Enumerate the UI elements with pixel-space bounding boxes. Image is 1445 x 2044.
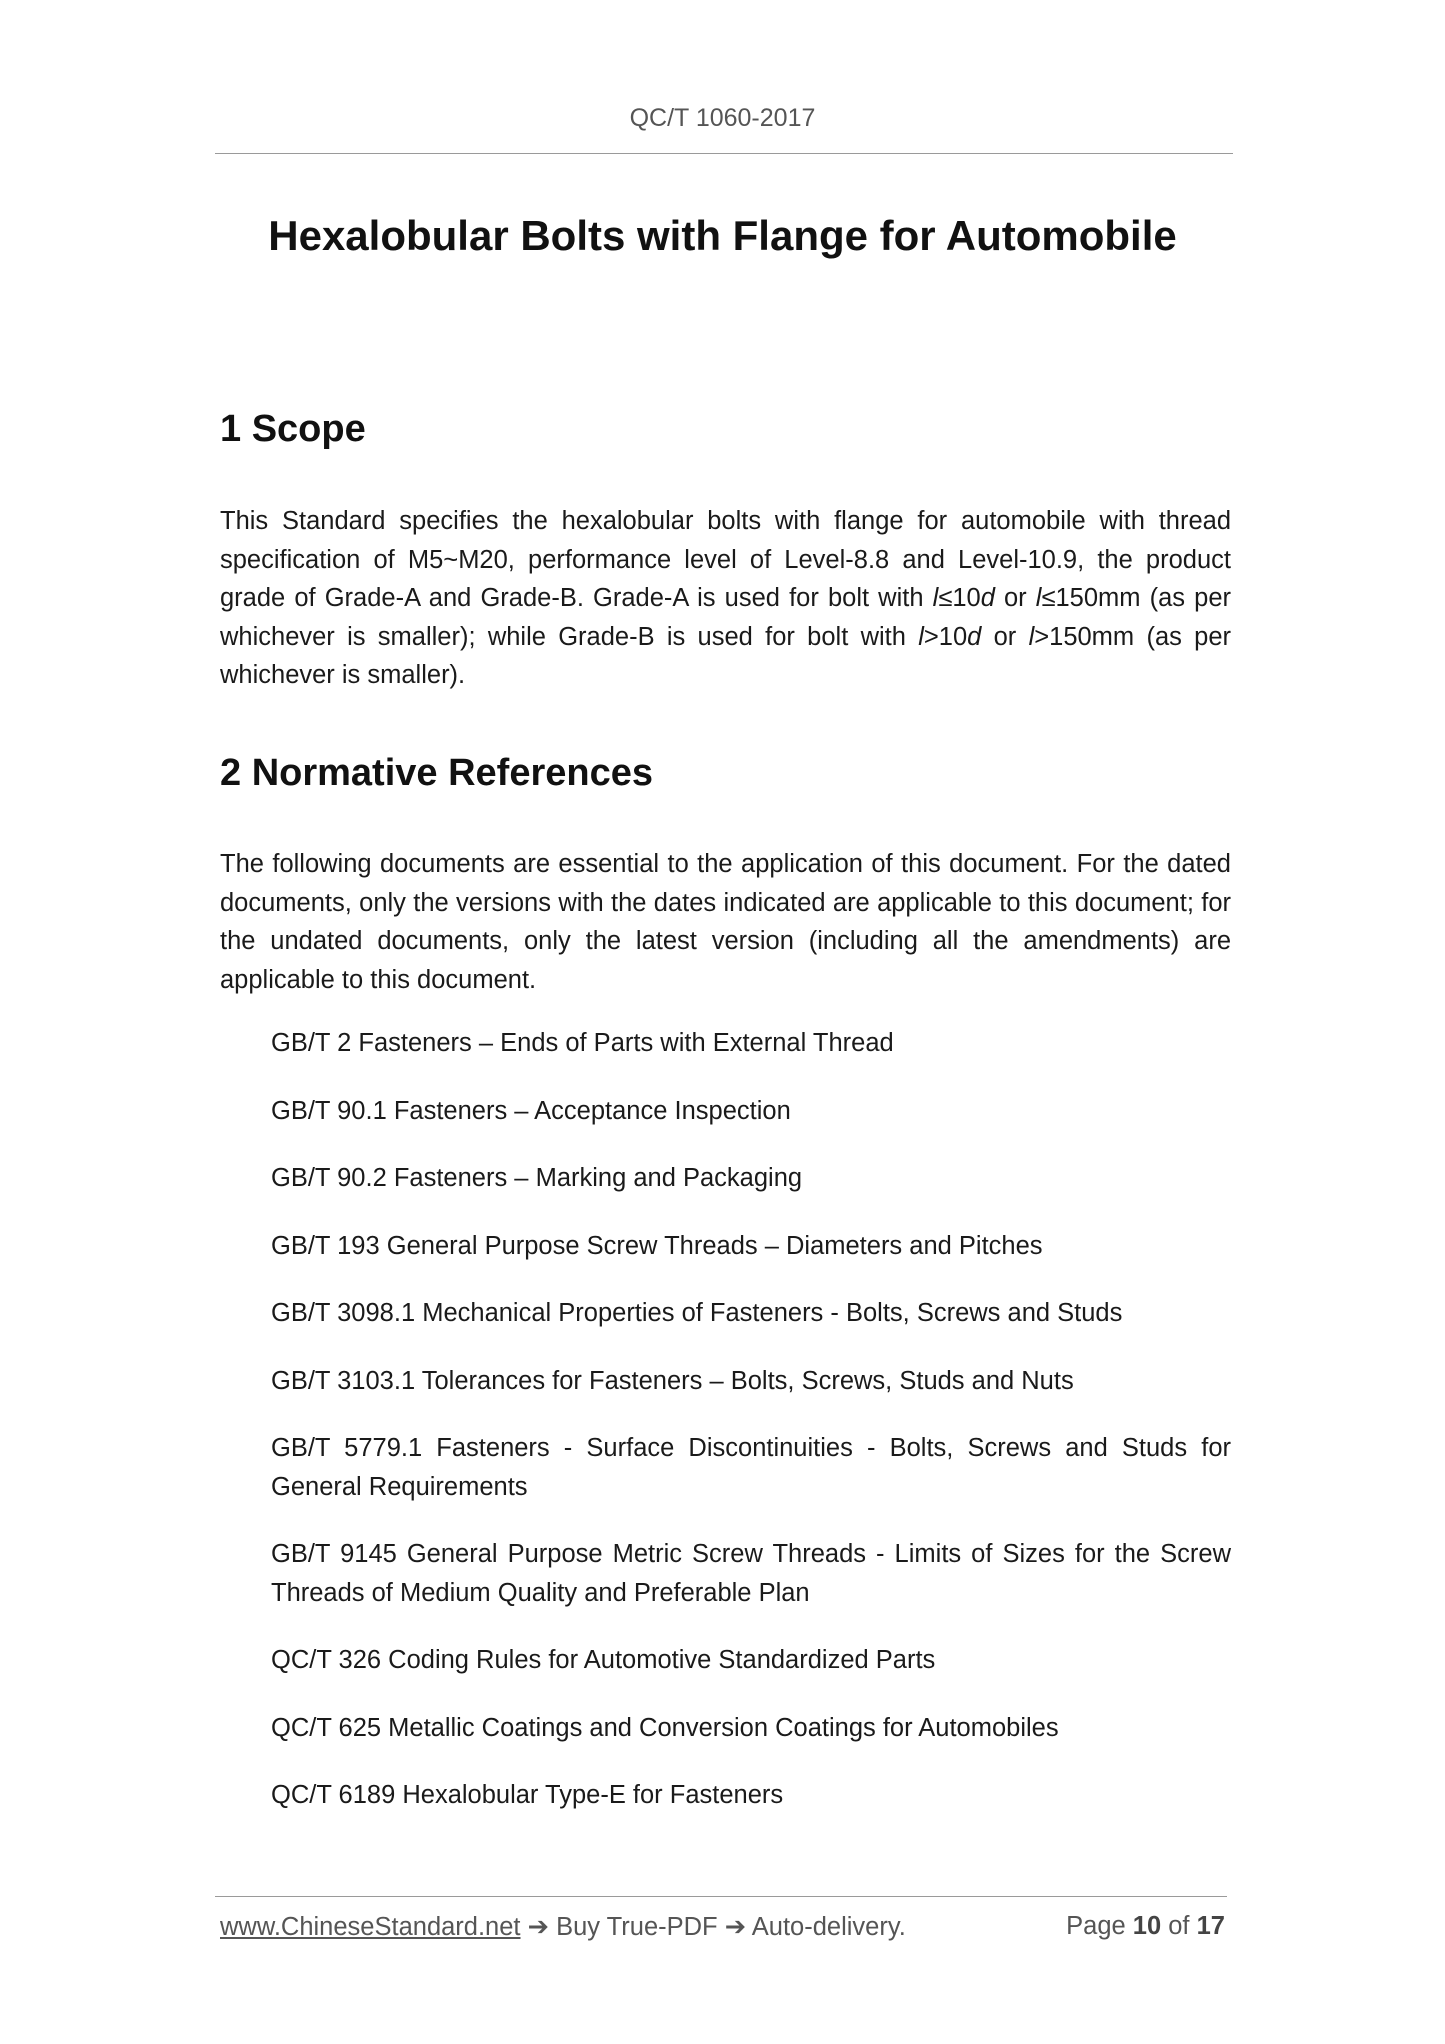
- reference-item: GB/T 90.1 Fasteners – Acceptance Inspection: [271, 1096, 791, 1125]
- page-total: 17: [1196, 1912, 1225, 1940]
- scope-text-2: ≤10: [938, 584, 981, 612]
- scope-text-1: This Standard specifies the hexalobular bolts with flange for automobile with thread specification of M5~M20, performance level of Level-8.8 and Level-10.9, the product grade of Grade-A and Grade-B. Grade-A is used for bolt with: [220, 507, 1231, 612]
- footer-promo: [220, 1912, 906, 1942]
- page-number: 10: [1132, 1912, 1162, 1940]
- arrow-right-icon: ➔: [724, 1913, 747, 1941]
- reference-item: QC/T 6189 Hexalobular Type-E for Fasteners: [271, 1781, 784, 1809]
- buy-true-pdf-text: Buy True-PDF: [556, 1913, 718, 1941]
- reference-item: GB/T 5779.1 Fasteners - Surface Discontinuities - Bolts, Screws and Studs for General Requirements: [271, 1434, 1231, 1501]
- reference-item: QC/T 625 Metallic Coatings and Conversion Coatings for Automobiles: [271, 1713, 1059, 1742]
- var-d: d: [967, 622, 982, 651]
- var-l: l: [918, 622, 924, 651]
- page-label: Page: [1066, 1912, 1126, 1940]
- header-doc-code: QC/T 1060-2017: [629, 104, 816, 132]
- reference-item: QC/T 326 Coding Rules for Automotive Standardized Parts: [271, 1646, 936, 1674]
- scope-text-4: ≤150mm (as per whichever is smaller); while Grade-B is used for bolt with: [220, 584, 1232, 651]
- footer-divider: [215, 1896, 1227, 1897]
- header-divider: [215, 153, 1233, 154]
- arrow-right-icon: ➔: [527, 1913, 549, 1941]
- reference-item: GB/T 3103.1 Tolerances for Fasteners – Bolts, Screws, Studs and Nuts: [271, 1366, 1074, 1395]
- scope-paragraph: [220, 502, 1231, 695]
- scope-text-5: >10: [923, 622, 968, 651]
- reference-item: GB/T 90.2 Fasteners – Marking and Packaging: [271, 1164, 803, 1192]
- scope-text-7: >150mm (as per whichever is smaller).: [220, 622, 1232, 689]
- footer: [220, 1912, 1225, 1942]
- var-l: l: [1028, 622, 1035, 651]
- var-d: d: [980, 584, 995, 612]
- scope-text-6: or: [981, 622, 1029, 651]
- site-link[interactable]: www.ChineseStandard.net: [220, 1913, 521, 1941]
- var-l: l: [932, 584, 939, 612]
- of-label: of: [1168, 1912, 1190, 1940]
- scope-text-3: or: [994, 584, 1036, 612]
- auto-delivery-text: Auto-delivery.: [751, 1913, 906, 1941]
- var-l: l: [1035, 584, 1042, 612]
- reference-item: GB/T 9145 General Purpose Metric Screw Threads - Limits of Sizes for the Screw Threads of Medium Quality and Preferable Plan: [271, 1540, 1231, 1607]
- reference-item: GB/T 193 General Purpose Screw Threads – Diameters and Pitches: [271, 1231, 1043, 1260]
- reference-list: [271, 1024, 1231, 1844]
- normative-intro-paragraph: The following documents are essential to the application of this document. For the dated documents, only the versions with the dates indicated are applicable to this document; for the undated documents, only the latest version (including all the amendments) are applicable to this document.: [220, 850, 1231, 994]
- section-heading-scope: 1 Scope: [220, 408, 366, 450]
- section-heading-normative-references: 2 Normative References: [220, 752, 653, 794]
- reference-item: GB/T 3098.1 Mechanical Properties of Fasteners - Bolts, Screws and Studs: [271, 1299, 1123, 1327]
- page-indicator: [1066, 1912, 1225, 1942]
- document-title: Hexalobular Bolts with Flange for Automobile: [268, 212, 1177, 259]
- reference-item: GB/T 2 Fasteners – Ends of Parts with External Thread: [271, 1029, 894, 1057]
